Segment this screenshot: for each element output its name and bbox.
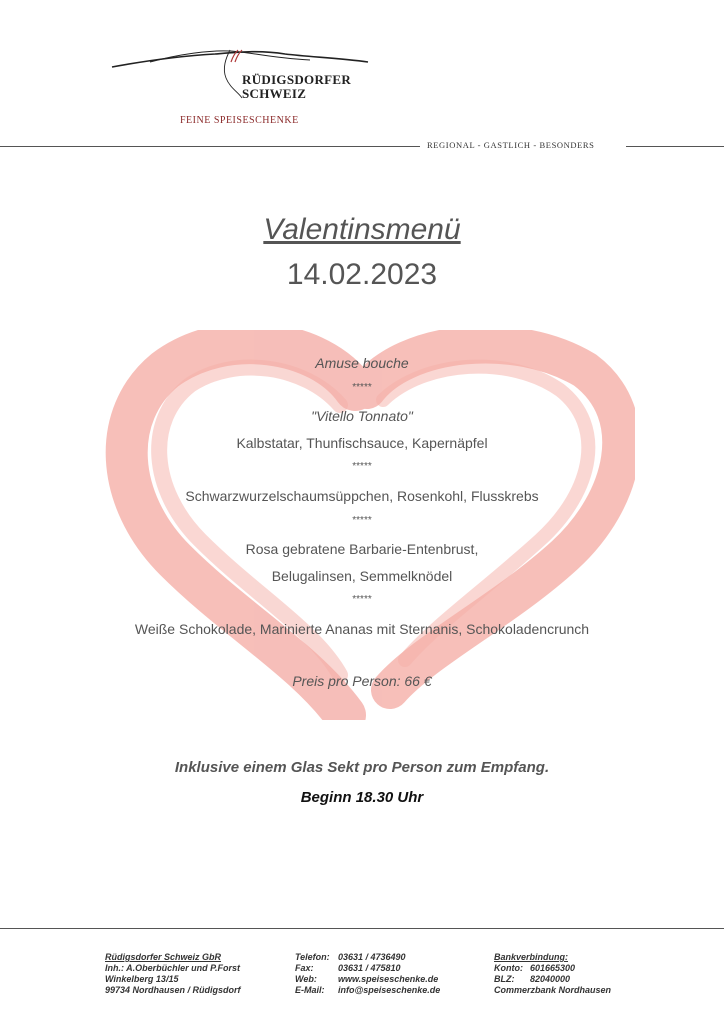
bank-name: Commerzbank Nordhausen bbox=[494, 985, 612, 995]
price: Preis pro Person: 66 € bbox=[292, 673, 432, 689]
footer-contact bbox=[295, 952, 440, 996]
logo-name bbox=[242, 73, 351, 101]
menu-line: Amuse bouche bbox=[315, 355, 409, 371]
blz-value: 82040000 bbox=[530, 974, 571, 984]
menu-separator: ***** bbox=[352, 461, 372, 473]
logo-name-line2: SCHWEIZ bbox=[242, 86, 307, 101]
fax-value: 03631 / 475810 bbox=[338, 963, 401, 973]
menu-title: Valentinsmenü bbox=[263, 213, 461, 246]
blz-label: BLZ: bbox=[494, 974, 515, 984]
menu-separator: ***** bbox=[352, 381, 372, 393]
start-time: Beginn 18.30 Uhr bbox=[300, 789, 424, 806]
company-owners: Inh.: A.Oberbüchler und P.Forst bbox=[105, 963, 241, 973]
logo-name-line1: RÜDIGSDORFER bbox=[242, 72, 352, 87]
konto-label: Konto: bbox=[494, 963, 523, 973]
fax-label: Fax: bbox=[295, 963, 314, 973]
menu-line: Belugalinsen, Semmelknödel bbox=[271, 567, 453, 584]
company-street: Winkelberg 13/15 bbox=[105, 974, 179, 984]
restaurant-logo bbox=[110, 40, 380, 140]
footer-rule bbox=[0, 928, 724, 929]
telefon-label: Telefon: bbox=[295, 952, 330, 962]
logo-subtitle: FEINE SPEISESCHENKE bbox=[180, 115, 299, 126]
menu-separator: ***** bbox=[352, 514, 372, 526]
header-rule-left bbox=[0, 146, 420, 147]
header-rule-right bbox=[626, 146, 724, 147]
menu-line: Schwarzwurzelschaumsüppchen, Rosenkohl, Flusskrebs bbox=[185, 487, 539, 504]
company-name: Rüdigsdorfer Schweiz GbR bbox=[105, 952, 222, 962]
konto-value: 601665300 bbox=[530, 963, 576, 973]
menu-separator: ***** bbox=[352, 594, 372, 606]
web-label: Web: bbox=[295, 974, 317, 984]
email-label: E-Mail: bbox=[295, 985, 325, 995]
footer-company bbox=[105, 952, 241, 996]
menu-line: Rosa gebratene Barbarie-Entenbrust, bbox=[245, 541, 479, 558]
tagline: REGIONAL - GASTLICH - BESONDERS bbox=[427, 140, 595, 150]
menu-date: 14.02.2023 bbox=[286, 258, 438, 291]
email-link[interactable]: info@speiseschenke.de bbox=[338, 985, 441, 995]
menu-courses bbox=[0, 354, 724, 647]
menu-line: Weiße Schokolade, Marinierte Ananas mit Sternanis, Schokoladencrunch bbox=[134, 620, 590, 637]
company-city: 99734 Nordhausen / Rüdigsdorf bbox=[105, 985, 241, 995]
menu-line: "Vitello Tonnato" bbox=[311, 408, 413, 425]
telefon-value[interactable]: 03631 / 4736490 bbox=[338, 952, 406, 962]
footer-bank bbox=[494, 952, 611, 996]
menu-line: Kalbstatar, Thunfischsauce, Kapernäpfel bbox=[236, 434, 488, 451]
bank-heading: Bankverbindung: bbox=[494, 952, 569, 962]
welcome-note: Inklusive einem Glas Sekt pro Person zum Empfang. bbox=[174, 759, 550, 776]
web-link[interactable]: www.speiseschenke.de bbox=[338, 974, 439, 984]
